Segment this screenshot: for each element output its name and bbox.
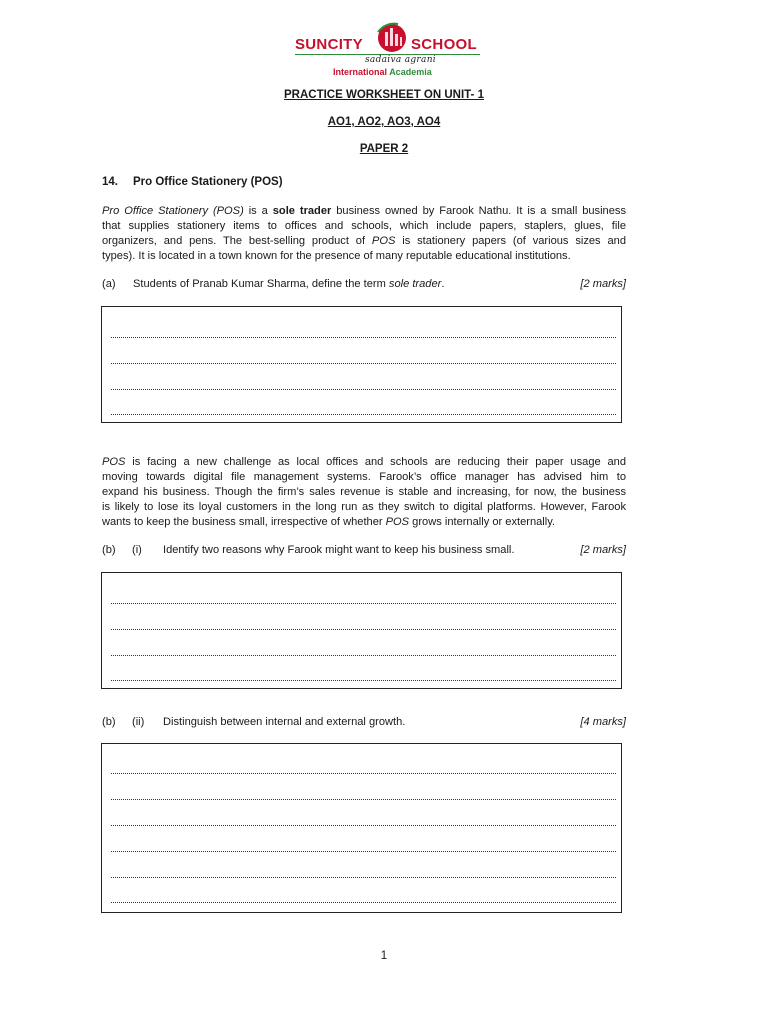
answer-box-a[interactable] xyxy=(101,306,622,423)
part-a-text-after: . xyxy=(441,278,445,290)
part-b-ii-label: (b) xyxy=(102,716,116,728)
paragraph-line xyxy=(102,234,626,249)
answer-line[interactable] xyxy=(111,363,616,364)
answer-line[interactable] xyxy=(111,389,616,390)
part-b-i-sub: (i) xyxy=(132,544,142,556)
logo-school-text: SCHOOL xyxy=(411,36,477,53)
paragraph-text-run: POS xyxy=(385,516,410,528)
paragraph-line xyxy=(102,219,626,234)
answer-box-b-ii[interactable] xyxy=(101,743,622,913)
paragraph-text-run: is a xyxy=(243,205,273,217)
answer-line[interactable] xyxy=(111,414,616,415)
paragraph-text-run: grows internally or externally. xyxy=(409,516,556,528)
paper-label: PAPER 2 xyxy=(359,143,409,155)
logo-international-text: International xyxy=(333,67,388,77)
answer-line[interactable] xyxy=(111,603,616,604)
answer-line[interactable] xyxy=(111,902,616,903)
paragraph-text-run: types). It is located in a town known for the presence of many reputable educational institutions. xyxy=(102,250,571,262)
answer-line[interactable] xyxy=(111,773,616,774)
paragraph-line xyxy=(102,249,626,264)
paragraph-text-run: wants to keep the business small, irrespective of whether xyxy=(102,516,386,528)
paragraph-text-run: POS xyxy=(102,456,126,468)
paragraph-line xyxy=(102,204,626,219)
worksheet-title: PRACTICE WORKSHEET ON UNIT- 1 xyxy=(284,89,484,101)
part-a-text-before: Students of Pranab Kumar Sharma, define the term xyxy=(133,278,389,290)
paragraph-line xyxy=(102,515,626,530)
logo-academia-text: Academia xyxy=(389,67,432,77)
paragraph-text-run: business owned by Farook Nathu. It is a small business xyxy=(331,205,626,217)
logo-international-academia xyxy=(333,67,432,77)
paragraph-text-run: sole trader xyxy=(272,205,332,217)
part-a-text xyxy=(133,278,444,290)
paragraph-text-run: Pro Office Stationery (POS) xyxy=(102,205,244,217)
case-study-paragraph-1 xyxy=(102,204,626,264)
question-title: Pro Office Stationery (POS) xyxy=(133,176,283,188)
case-study-paragraph-2 xyxy=(102,455,626,530)
question-number: 14. xyxy=(102,176,118,188)
part-b-i-marks: [2 marks] xyxy=(580,544,626,556)
logo-suncity-text: SUNCITY xyxy=(295,36,363,53)
part-a-marks: [2 marks] xyxy=(580,278,626,290)
paragraph-text-run: is likely to lose its loyal customers in the long run as they switch to digital platforms. However, Farook xyxy=(102,501,626,513)
paragraph-line xyxy=(102,455,626,470)
paragraph-line xyxy=(102,500,626,515)
part-b-ii-sub: (ii) xyxy=(132,716,145,728)
paragraph-line xyxy=(102,470,626,485)
school-logo xyxy=(293,18,483,78)
part-b-ii-marks: [4 marks] xyxy=(580,716,626,728)
paragraph-text-run: POS xyxy=(371,235,396,247)
logo-tagline: sadaiva agrani xyxy=(365,55,436,65)
paragraph-text-run: moving towards digital file management systems. Farook’s office manager has advised him to xyxy=(102,471,626,483)
answer-line[interactable] xyxy=(111,337,616,338)
answer-line[interactable] xyxy=(111,680,616,681)
answer-box-b-i[interactable] xyxy=(101,572,622,689)
answer-line[interactable] xyxy=(111,655,616,656)
page-number: 1 xyxy=(380,950,388,962)
part-b-ii-text: Distinguish between internal and external growth. xyxy=(163,716,406,728)
part-a-label: (a) xyxy=(102,278,116,290)
part-b-i-label: (b) xyxy=(102,544,116,556)
answer-line[interactable] xyxy=(111,851,616,852)
answer-line[interactable] xyxy=(111,799,616,800)
paragraph-text-run: that supplies stationery items to offices and schools, which include papers, staplers, glues, file xyxy=(102,220,626,232)
paragraph-text-run: expand his business. Though the firm’s sales revenue is stable and increasing, for now, the business xyxy=(102,486,626,498)
paragraph-text-run: organizers, and pens. The best-selling product of xyxy=(102,235,372,247)
paragraph-text-run: is facing a new challenge as local offices and schools are reducing their paper usage and xyxy=(125,456,626,468)
paragraph-text-run: is stationery papers (of various sizes and xyxy=(395,235,626,247)
paragraph-line xyxy=(102,485,626,500)
answer-line[interactable] xyxy=(111,825,616,826)
answer-line[interactable] xyxy=(111,629,616,630)
answer-line[interactable] xyxy=(111,877,616,878)
part-a-term: sole trader xyxy=(388,278,442,290)
sun-buildings-icon xyxy=(372,20,412,56)
assessment-objectives: AO1, AO2, AO3, AO4 xyxy=(327,116,441,128)
part-b-i-text: Identify two reasons why Farook might want to keep his business small. xyxy=(163,544,515,556)
